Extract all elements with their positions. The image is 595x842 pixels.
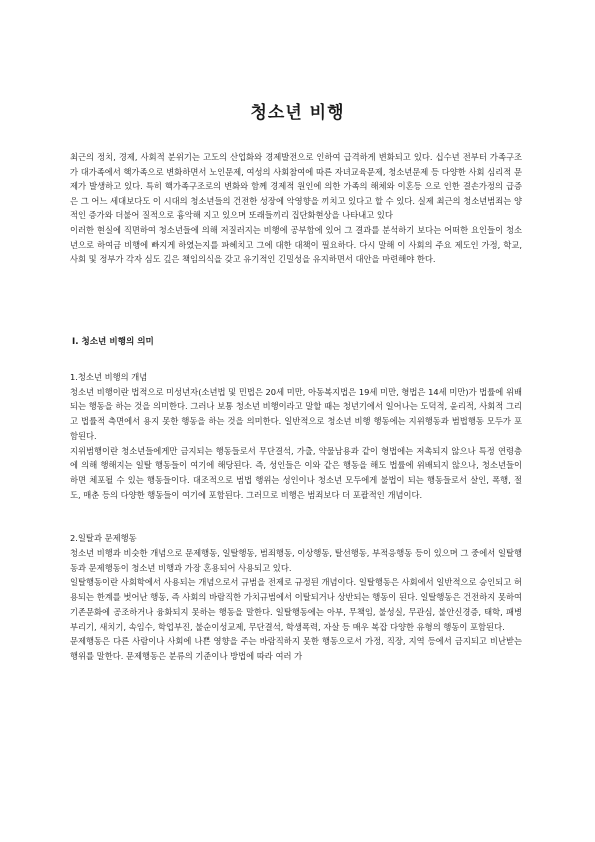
paragraph: 지위범행이란 청소년들에게만 금지되는 행동들로서 무단결석, 가출, 약물남용과 같이 형법에는 저촉되지 않으나 특정 연령층에 의해 행해지는 일탈 행동들이 여기에 해당된다. 즉, 성인들은 이와 같은 행동을 해도 법률에 위배되지 않으나, 청소년들이 하면 체포될 수 있는 행동들이다. 대조적으로 범법 행위는 성인이나 청소년 모두에게 불법이 되는 행동들로서 살인, 폭행, 절도, 매춘 등의 다양한 행동들이 여기에 포함된다. 그러므로 비행은 범죄보다 더 포괄적인 개념이다. <box>70 445 522 500</box>
spacer <box>70 502 522 531</box>
intro-paragraph: 이러한 현실에 직면하여 청소년들에 의해 저질러지는 비행에 공부함에 있어 그 결과를 분석하기 보다는 어떠한 요인들이 청소년으로 하여금 비행에 빠지게 하였는지를 파헤치고 그에 대한 대책이 필요하다. 다시 말해 이 사회의 주요 제도인 가정, 학교, 사회 및 정부가 각자 심도 깊은 책임의식을 갖고 유기적인 긴밀성을 유지하면서 대안을 마련해야 한다. <box>70 224 522 265</box>
paragraph: 일탈행동이란 사회학에서 사용되는 개념으로서 규범을 전제로 규정된 개념이다. 일탈행동은 사회에서 일반적으로 승인되고 허용되는 한계를 벗어난 행동, 즉 사회의 바람직한 가치규범에서 이탈되거나 상반되는 행동이 된다. 일탈행동은 건전하지 못하여 기존문화에 공조하거나 융화되지 못하는 행동을 말한다. 일탈행동에는 아부, 무책임, 불성실, 무관심, 불안신경증, 태학, 패병부리기, 새치기, 속임수, 학업부진, 불순이성교제, 무단결석, 학생폭력, 자살 등 매우 복잡 다양한 유형의 행동이 포함된다. <box>70 577 522 632</box>
intro-paragraph: 최근의 정치, 경제, 사회적 분위기는 고도의 산업화와 경제발전으로 인하여 급격하게 변화되고 있다. 십수년 전부터 가족구조가 대가족에서 핵가족으로 변화하면서 노인문제, 여성의 사회참여에 따른 자녀교육문제, 청소년문제 등 다양한 사회 심리적 문제가 발생하고 있다. 특히 핵가족구조로의 변화와 함께 경제적 원인에 의한 가족의 해체와 이혼등 으로 인한 결손가정의 급증은 그 어느 세대보다도 이 시대의 청소년들의 건전한 성장에 악영향을 끼치고 있다고 할 수 있다. 실제 최근의 청소년범죄는 양적인 증가와 더불어 질적으로 흉악해 지고 있으며 또래들끼리 집단화현상을 나타내고 있다 <box>70 152 522 221</box>
section-body <box>70 370 522 664</box>
intro-text <box>70 150 522 267</box>
paragraph: 청소년 비행과 비슷한 개념으로 문제행동, 일탈행동, 범죄행동, 이상행동, 탈선행동, 부적응행동 등이 있으며 그 중에서 일탈행동과 문제행동이 청소년 비행과 가장 혼용되어 사용되고 있다. <box>70 548 522 573</box>
subsection-heading: 1.청소년 비행의 개념 <box>70 372 148 382</box>
subsection-heading: 2.일탈과 문제행동 <box>70 533 137 544</box>
section-heading: Ⅰ. 청소년 비행의 의미 <box>72 337 154 347</box>
page-title: 청소년 비행 <box>250 103 345 123</box>
paragraph: 문제행동은 다른 사람이나 사회에 나쁜 영향을 주는 바람직하지 못한 행동으로서 가정, 직장, 지역 등에서 금지되고 비난받는 행위를 말한다. 문제행동은 분류의 기준이나 방법에 따라 여러 가 <box>70 636 522 661</box>
paragraph: 청소년 비행이란 법적으로 미성년자(소년법 및 민법은 20세 미만, 아동복지법은 19세 미만, 형법은 14세 미만)가 법률에 위배되는 행동을 하는 것을 의미한다. 그러나 보통 청소년 비행이라고 말할 때는 청년기에서 일어나는 도덕적, 윤리적, 사회적 그리고 법률적 측면에서 용지 못한 행동을 하는 것을 의미한다. 일반적으로 청소년 비행 행동에는 지위행동과 범법행동 모두가 포함된다. <box>70 386 522 441</box>
